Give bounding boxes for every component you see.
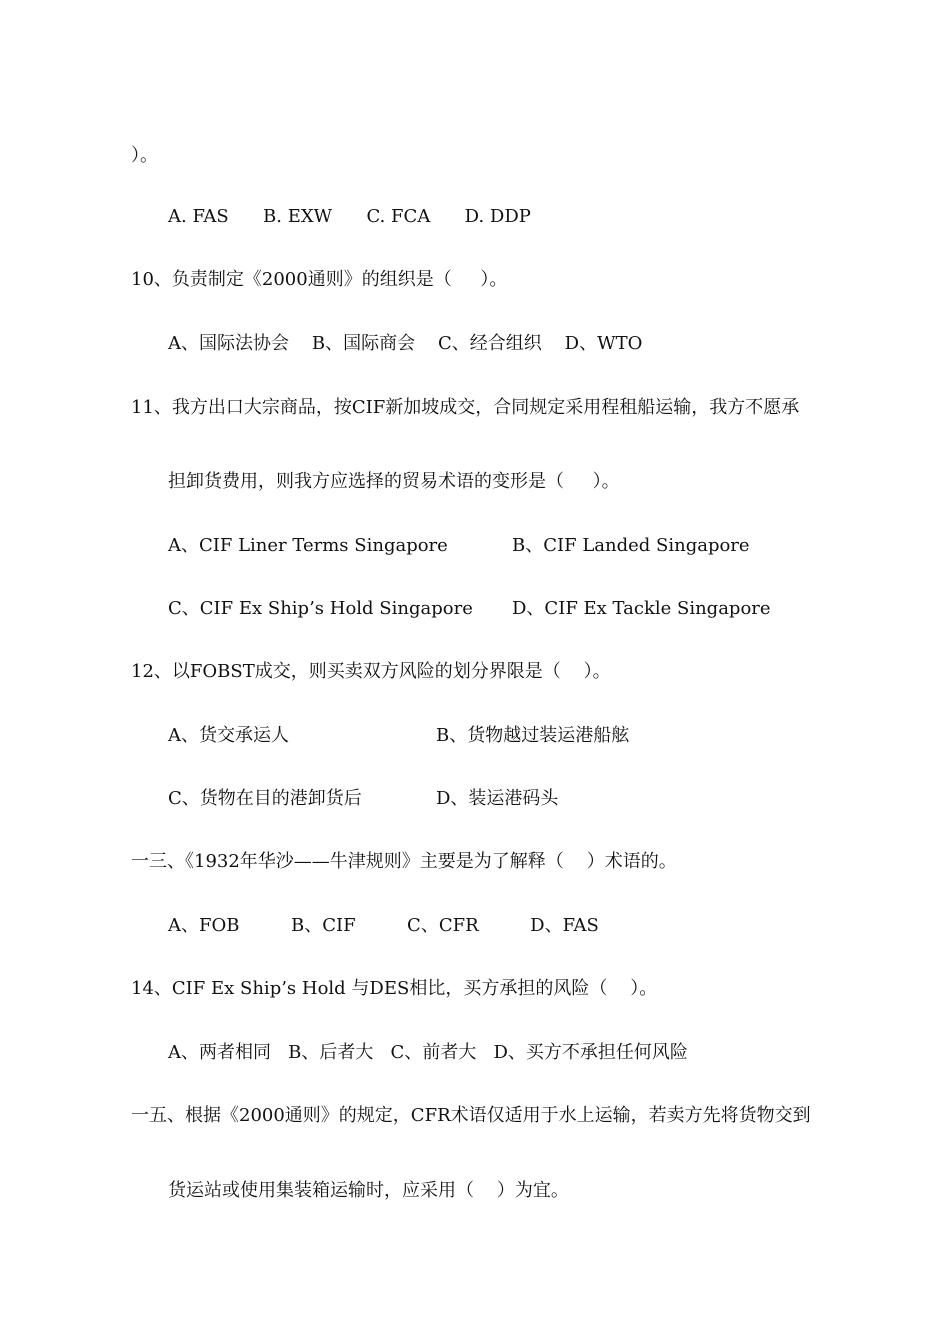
q12-option-b: B、货物越过装运港船舷 xyxy=(436,725,630,746)
q12-option-a: A、货交承运人 xyxy=(168,725,289,746)
q12-stem: 12、以FOBST成交，则买卖双方风险的划分界限是（ ）。 xyxy=(131,661,611,682)
q11-option-a: A、CIF Liner Terms Singapore xyxy=(168,535,448,556)
q11-stem-line1: 11、我方出口大宗商品，按CIF新加坡成交，合同规定采用程租船运输，我方不愿承 xyxy=(131,397,800,418)
q11-option-c: C、CIF Ex Ship’s Hold Singapore xyxy=(168,598,473,619)
q12-option-c: C、货物在目的港卸货后 xyxy=(168,788,362,809)
q11-option-d: D、CIF Ex Tackle Singapore xyxy=(512,598,771,619)
q10-stem: 10、负责制定《2000通则》的组织是（ ）。 xyxy=(131,269,508,290)
q14-options: A、两者相同 B、后者大 C、前者大 D、买方不承担任何风险 xyxy=(168,1042,688,1063)
q12-option-d: D、装运港码头 xyxy=(436,788,559,809)
q11-option-b: B、CIF Landed Singapore xyxy=(512,535,750,556)
q13-options: A、FOB B、CIF C、CFR D、FAS xyxy=(168,915,599,936)
q13-stem: 一三、《1932年华沙——牛津规则》主要是为了解释（ ）术语的。 xyxy=(131,851,677,872)
q15-stem-line2: 货运站或使用集装箱运输时，应采用（ ）为宜。 xyxy=(168,1180,569,1201)
q11-stem-line2: 担卸货费用，则我方应选择的贸易术语的变形是（ ）。 xyxy=(168,471,620,492)
q9-tail: ）。 xyxy=(131,145,158,166)
q10-options: A、国际法协会 B、国际商会 C、经合组织 D、WTO xyxy=(168,333,643,354)
q9-options: A. FAS B. EXW C. FCA D. DDP xyxy=(168,206,531,227)
q15-stem-line1: 一五、根据《2000通则》的规定，CFR术语仅适用于水上运输，若卖方先将货物交到 xyxy=(131,1105,811,1126)
q14-stem: 14、CIF Ex Ship’s Hold 与DES相比，买方承担的风险（ ）。 xyxy=(131,978,658,999)
